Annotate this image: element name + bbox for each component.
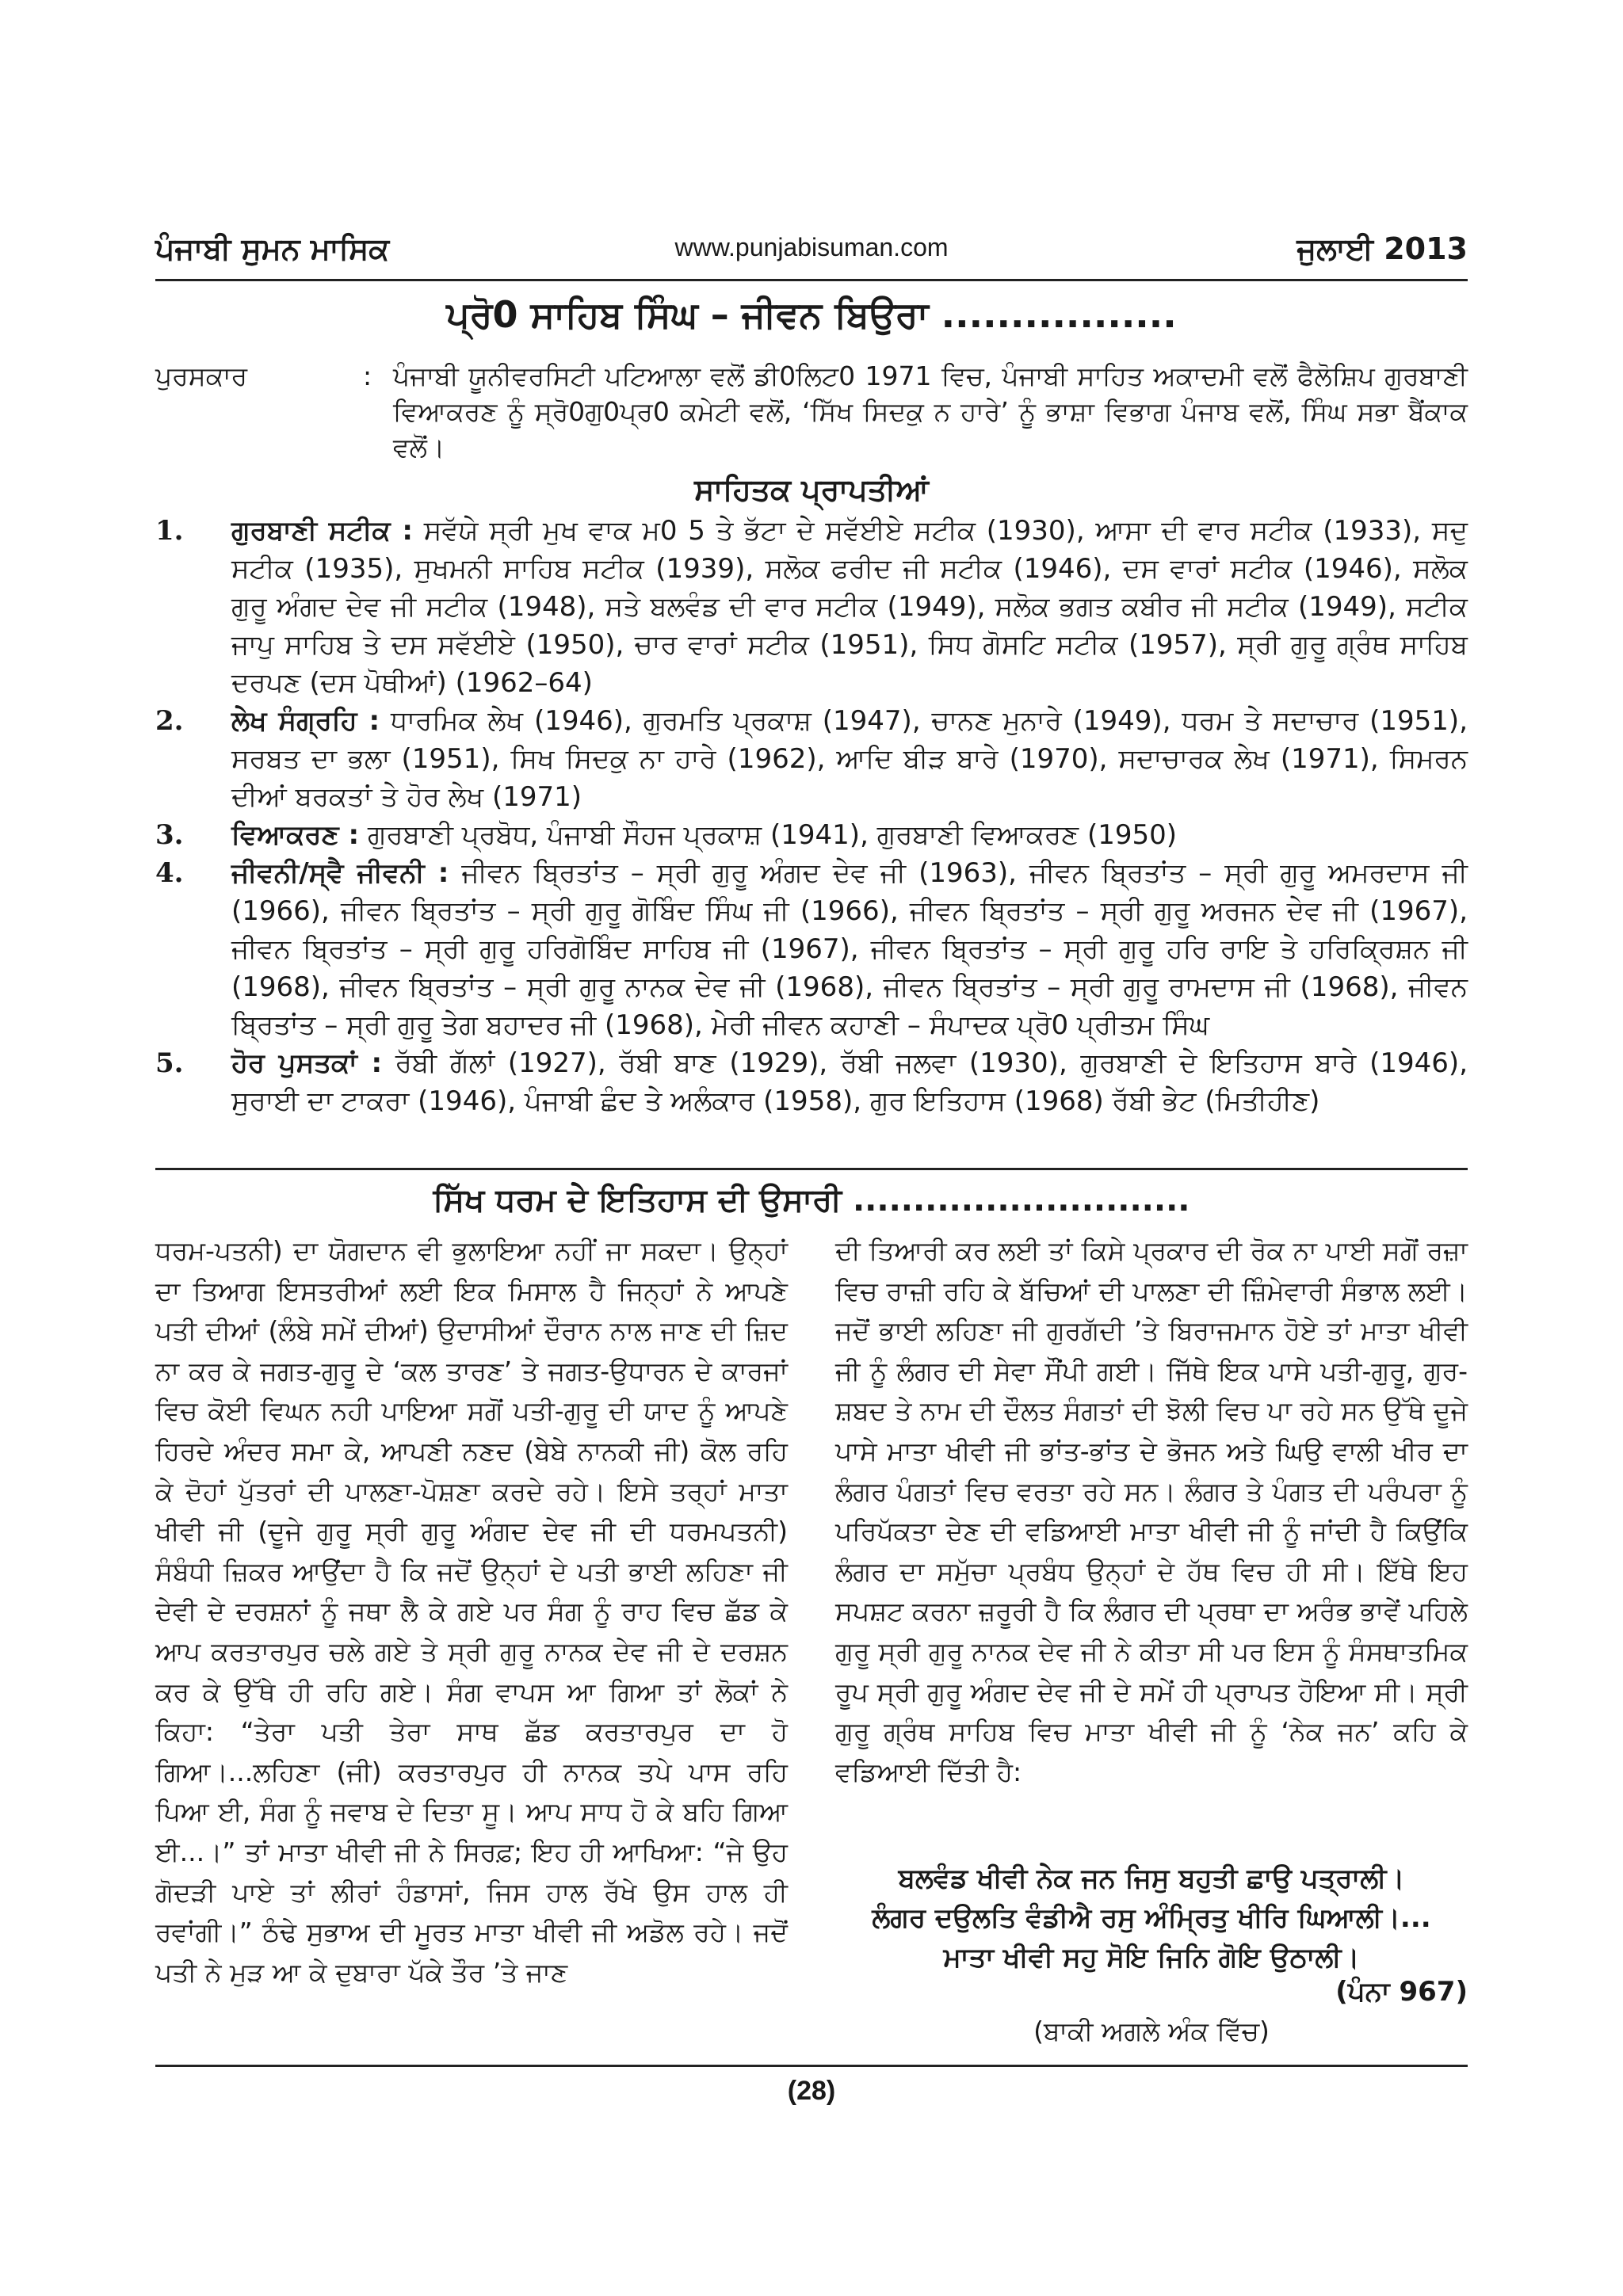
list-item-number: 4. [155, 857, 184, 889]
right-column-text: ਦੀ ਤਿਆਰੀ ਕਰ ਲਈ ਤਾਂ ਕਿਸੇ ਪ੍ਰਕਾਰ ਦੀ ਰੋਕ ਨਾ ਪਾਈ ਸਗੋਂ ਰਜ਼ਾ ਵਿਚ ਰਾਜ਼ੀ ਰਹਿ ਕੇ ਬੱਚਿਆਂ ਦੀ ਪਾਲਣਾ ਦੀ ਜ਼ਿੰਮੇਵਾਰੀ ਸੰਭਾਲ ਲਈ। ਜਦੋਂ ਭਾਈ ਲਹਿਣਾ ਜੀ ਗੁਰਗੱਦੀ ’ਤੇ ਬਿਰਾਜਮਾਨ ਹੋਏ ਤਾਂ ਮਾਤਾ ਖੀਵੀ ਜੀ ਨੂੰ ਲੰਗਰ ਦੀ ਸੇਵਾ ਸੌਂਪੀ ਗਈ। ਜਿੱਥੇ ਇਕ ਪਾਸੇ ਪਤੀ-ਗੁਰੂ, ਗੁਰ-ਸ਼ਬਦ ਤੇ ਨਾਮ ਦੀ ਦੌਲਤ ਸੰਗਤਾਂ ਦੀ ਝੋਲੀ ਵਿਚ ਪਾ ਰਹੇ ਸਨ ਉੱਥੇ ਦੂਜੇ ਪਾਸੇ ਮਾਤਾ ਖੀਵੀ ਜੀ ਭਾਂਤ-ਭਾਂਤ ਦੇ ਭੋਜਨ ਅਤੇ ਘਿਉ ਵਾਲੀ ਖੀਰ ਦਾ ਲੰਗਰ ਪੰਗਤਾਂ ਵਿਚ ਵਰਤਾ ਰਹੇ ਸਨ। ਲੰਗਰ ਤੇ ਪੰਗਤ ਦੀ ਪਰੰਪਰਾ ਨੂੰ ਪਰਿਪੱਕਤਾ ਦੇਣ ਦੀ ਵਡਿਆਈ ਮਾਤਾ ਖੀਵੀ ਜੀ ਨੂੰ ਜਾਂਦੀ ਹੈ ਕਿਉਂਕਿ ਲੰਗਰ ਦਾ ਸਮੁੱਚਾ ਪ੍ਰਬੰਧ ਉਨ੍ਹਾਂ ਦੇ ਹੱਥ ਵਿਚ ਹੀ ਸੀ। ਇੱਥੇ ਇਹ ਸਪਸ਼ਟ ਕਰਨਾ ਜ਼ਰੂਰੀ ਹੈ ਕਿ ਲੰਗਰ ਦੀ ਪ੍ਰਥਾ ਦਾ ਅਰੰਭ ਭਾਵੇਂ ਪਹਿਲੇ ਗੁਰੂ ਸ੍ਰੀ ਗੁਰੂ ਨਾਨਕ ਦੇਵ ਜੀ ਨੇ ਕੀਤਾ ਸੀ ਪਰ ਇਸ ਨੂੰ ਸੰਸਥਾਤਮਿਕ ਰੂਪ ਸ੍ਰੀ ਗੁਰੂ ਅੰਗਦ ਦੇਵ ਜੀ ਦੇ ਸਮੇਂ ਹੀ ਪ੍ਰਾਪਤ ਹੋਇਆ ਸੀ। ਸ੍ਰੀ ਗੁਰੂ ਗ੍ਰੰਥ ਸਾਹਿਬ ਵਿਚ ਮਾਤਾ ਖੀਵੀ ਜੀ ਨੂੰ ‘ਨੇਕ ਜਨ’ ਕਹਿ ਕੇ ਵਡਿਆਈ ਦਿੱਤੀ ਹੈ: [835, 1235, 1468, 1787]
list-item [155, 702, 1468, 816]
article-title-history: ਸਿੱਖ ਧਰਮ ਦੇ ਇਤਿਹਾਸ ਦੀ ਉਸਾਰੀ ............................ [433, 1182, 1190, 1219]
list-item-label: ਗੁਰਬਾਣੀ ਸਟੀਕ : [231, 515, 413, 547]
website-url: www.punjabisuman.com [674, 233, 949, 261]
list-item [155, 512, 1468, 702]
list-item-label: ਲੇਖ ਸੰਗ੍ਰਹਿ : [231, 705, 380, 737]
awards-label: ਪੁਰਸਕਾਰ [155, 360, 248, 391]
list-item [155, 854, 1468, 1044]
section-divider [155, 1168, 1468, 1170]
quote-line: ਬਲਵੰਡ ਖੀਵੀ ਨੇਕ ਜਨ ਜਿਸੁ ਬਹੁਤੀ ਛਾਉ ਪਤ੍ਰਾਲੀ। [898, 1863, 1405, 1894]
list-item-text: ਜੀਵਨ ਬ੍ਰਿਤਾਂਤ – ਸ੍ਰੀ ਗੁਰੂ ਅੰਗਦ ਦੇਵ ਜੀ (1963), ਜੀਵਨ ਬ੍ਰਿਤਾਂਤ – ਸ੍ਰੀ ਗੁਰੂ ਅਮਰਦਾਸ ਜੀ (1966), ਜੀਵਨ ਬ੍ਰਿਤਾਂਤ – ਸ੍ਰੀ ਗੁਰੂ ਗੋਬਿੰਦ ਸਿੰਘ ਜੀ (1966), ਜੀਵਨ ਬ੍ਰਿਤਾਂਤ – ਸ੍ਰੀ ਗੁਰੂ ਅਰਜਨ ਦੇਵ ਜੀ (1967), ਜੀਵਨ ਬ੍ਰਿਤਾਂਤ – ਸ੍ਰੀ ਗੁਰੂ ਹਰਿਗੋਬਿੰਦ ਸਾਹਿਬ ਜੀ (1967), ਜੀਵਨ ਬ੍ਰਿਤਾਂਤ – ਸ੍ਰੀ ਗੁਰੂ ਹਰਿ ਰਾਇ ਤੇ ਹਰਿਕ੍ਰਿਸ਼ਨ ਜੀ (1968), ਜੀਵਨ ਬ੍ਰਿਤਾਂਤ – ਸ੍ਰੀ ਗੁਰੂ ਨਾਨਕ ਦੇਵ ਜੀ (1968), ਜੀਵਨ ਬ੍ਰਿਤਾਂਤ – ਸ੍ਰੀ ਗੁਰੂ ਰਾਮਦਾਸ ਜੀ (1968), ਜੀਵਨ ਬ੍ਰਿਤਾਂਤ – ਸ੍ਰੀ ਗੁਰੂ ਤੇਗ ਬਹਾਦਰ ਜੀ (1968), ਮੇਰੀ ਜੀਵਨ ਕਹਾਣੀ – ਸੰਪਾਦਕ ਪ੍ਰੋ0 ਪ੍ਰੀਤਮ ਸਿੰਘ [231, 857, 1468, 1041]
list-item-text: ਧਾਰਮਿਕ ਲੇਖ (1946), ਗੁਰਮਤਿ ਪ੍ਰਕਾਸ਼ (1947), ਚਾਨਣ ਮੁਨਾਰੇ (1949), ਧਰਮ ਤੇ ਸਦਾਚਾਰ (1951), ਸਰਬਤ ਦਾ ਭਲਾ (1951), ਸਿਖ ਸਿਦਕੁ ਨਾ ਹਾਰੇ (1962), ਆਦਿ ਬੀੜ ਬਾਰੇ (1970), ਸਦਾਚਾਰਕ ਲੇਖ (1971), ਸਿਮਰਨ ਦੀਆਂ ਬਰਕਤਾਂ ਤੇ ਹੋਰ ਲੇਖ (1971) [231, 705, 1468, 813]
footer-divider [155, 2065, 1468, 2067]
quote-line: ਲੰਗਰ ਦਉਲਤਿ ਵੰਡੀਐ ਰਸੁ ਅੰਮ੍ਰਿਤੁ ਖੀਰਿ ਘਿਆਲੀ।... [872, 1902, 1431, 1934]
list-item-text: ਸਵੱਯੇ ਸ੍ਰੀ ਮੁਖ ਵਾਕ ਮ0 5 ਤੇ ਭੱਟਾ ਦੇ ਸਵੱਈਏ ਸਟੀਕ (1930), ਆਸਾ ਦੀ ਵਾਰ ਸਟੀਕ (1933), ਸਦੁ ਸਟੀਕ (1935), ਸੁਖਮਨੀ ਸਾਹਿਬ ਸਟੀਕ (1939), ਸਲੋਕ ਫਰੀਦ ਜੀ ਸਟੀਕ (1946), ਦਸ ਵਾਰਾਂ ਸਟੀਕ (1946), ਸਲੋਕ ਗੁਰੂ ਅੰਗਦ ਦੇਵ ਜੀ ਸਟੀਕ (1948), ਸਤੇ ਬਲਵੰਡ ਦੀ ਵਾਰ ਸਟੀਕ (1949), ਸਲੋਕ ਭਗਤ ਕਬੀਰ ਜੀ ਸਟੀਕ (1949), ਸਟੀਕ ਜਾਪੁ ਸਾਹਿਬ ਤੇ ਦਸ ਸਵੱਈਏ (1950), ਚਾਰ ਵਾਰਾਂ ਸਟੀਕ (1951), ਸਿਧ ਗੋਸਟਿ ਸਟੀਕ (1957), ਸ੍ਰੀ ਗੁਰੂ ਗ੍ਰੰਥ ਸਾਹਿਬ ਦਰਪਣ (ਦਸ ਪੋਥੀਆਂ) (1962–64) [231, 515, 1468, 699]
awards-colon: : [363, 360, 372, 391]
left-column [155, 1231, 788, 1993]
list-item-label: ਵਿਆਕਰਣ : [231, 819, 360, 851]
list-item-text: ਰੱਬੀ ਗੱਲਾਂ (1927), ਰੱਬੀ ਬਾਣ (1929), ਰੱਬੀ ਜਲਵਾ (1930), ਗੁਰਬਾਣੀ ਦੇ ਇਤਿਹਾਸ ਬਾਰੇ (1946), ਸੁਰਾਈ ਦਾ ਟਾਕਰਾ (1946), ਪੰਜਾਬੀ ਛੰਦ ਤੇ ਅਲੰਕਾਰ (1958), ਗੁਰ ਇਤਿਹਾਸ (1968) ਰੱਬੀ ਭੇਟ (ਮਿਤੀਹੀਣ) [231, 1047, 1468, 1117]
achievements-list [155, 512, 1468, 1120]
literary-achievements-heading: ਸਾਹਿਤਕ ਪ੍ਰਾਪਤੀਆਂ [694, 472, 929, 507]
issue-date: ਜੁਲਾਈ 2013 [1296, 231, 1468, 266]
article-title-biography: ਪ੍ਰੋ0 ਸਾਹਿਬ ਸਿੰਘ – ਜੀਵਨ ਬਿਉਰਾ ................. [446, 293, 1177, 336]
list-item-number: 2. [155, 705, 184, 737]
page-number: (28) [787, 2076, 836, 2106]
list-item [155, 816, 1468, 854]
header-divider [155, 279, 1468, 281]
magazine-name: ਪੰਜਾਬੀ ਸੁਮਨ ਮਾਸਿਕ [155, 231, 390, 266]
list-item-number: 1. [155, 515, 184, 547]
list-item-label: ਜੀਵਨੀ/ਸ੍ਵੈ ਜੀਵਨੀ : [231, 857, 449, 889]
right-column [835, 1231, 1468, 1792]
running-header [155, 231, 1468, 279]
awards-text: ਪੰਜਾਬੀ ਯੂਨੀਵਰਸਿਟੀ ਪਟਿਆਲਾ ਵਲੋਂ ਡੀ0ਲਿਟ0 1971 ਵਿਚ, ਪੰਜਾਬੀ ਸਾਹਿਤ ਅਕਾਦਮੀ ਵਲੋਂ ਫੈਲੋਸ਼ਿਪ ਗੁਰਬਾਣੀ ਵਿਆਕਰਣ ਨੂੰ ਸ੍ਰੋ0ਗੁ0ਪ੍ਰ0 ਕਮੇਟੀ ਵਲੋਂ, ‘ਸਿੱਖ ਸਿਦਕੁ ਨ ਹਾਰੇ’ ਨੂੰ ਭਾਸ਼ਾ ਵਿਭਾਗ ਪੰਜਾਬ ਵਲੋਂ, ਸਿੰਘ ਸਭਾ ਬੈਂਕਾਕ ਵਲੋਂ। [393, 360, 1468, 463]
list-item-number: 5. [155, 1047, 184, 1079]
list-item-label: ਹੋਰ ਪੁਸਤਕਾਂ : [231, 1047, 383, 1079]
list-item-number: 3. [155, 819, 184, 851]
scripture-quote [835, 1859, 1468, 1978]
scripture-reference: (ਪੰਨਾ 967) [1335, 1976, 1468, 2008]
list-item [155, 1044, 1468, 1120]
list-item-text: ਗੁਰਬਾਣੀ ਪ੍ਰਬੋਧ, ਪੰਜਾਬੀ ਸੌਹਜ ਪ੍ਰਕਾਸ਼ (1941), ਗੁਰਬਾਣੀ ਵਿਆਕਰਣ (1950) [359, 819, 1178, 851]
left-column-text: ਧਰਮ-ਪਤਨੀ) ਦਾ ਯੋਗਦਾਨ ਵੀ ਭੁਲਾਇਆ ਨਹੀਂ ਜਾ ਸਕਦਾ। ਉਨ੍ਹਾਂ ਦਾ ਤਿਆਗ ਇਸਤਰੀਆਂ ਲਈ ਇਕ ਮਿਸਾਲ ਹੈ ਜਿਨ੍ਹਾਂ ਨੇ ਆਪਣੇ ਪਤੀ ਦੀਆਂ (ਲੰਬੇ ਸਮੇਂ ਦੀਆਂ) ਉਦਾਸੀਆਂ ਦੌਰਾਨ ਨਾਲ ਜਾਣ ਦੀ ਜ਼ਿਦ ਨਾ ਕਰ ਕੇ ਜਗਤ-ਗੁਰੂ ਦੇ ‘ਕਲ ਤਾਰਣ’ ਤੇ ਜਗਤ-ਉਧਾਰਨ ਦੇ ਕਾਰਜਾਂ ਵਿਚ ਕੋਈ ਵਿਘਨ ਨਹੀ ਪਾਇਆ ਸਗੋਂ ਪਤੀ-ਗੁਰੂ ਦੀ ਯਾਦ ਨੂੰ ਆਪਣੇ ਹਿਰਦੇ ਅੰਦਰ ਸਮਾ ਕੇ, ਆਪਣੀ ਨਣਦ (ਬੇਬੇ ਨਾਨਕੀ ਜੀ) ਕੋਲ ਰਹਿ ਕੇ ਦੋਹਾਂ ਪੁੱਤਰਾਂ ਦੀ ਪਾਲਣਾ-ਪੋਸ਼ਣਾ ਕਰਦੇ ਰਹੇ। ਇਸੇ ਤਰ੍ਹਾਂ ਮਾਤਾ ਖੀਵੀ ਜੀ (ਦੂਜੇ ਗੁਰੂ ਸ੍ਰੀ ਗੁਰੂ ਅੰਗਦ ਦੇਵ ਜੀ ਦੀ ਧਰਮਪਤਨੀ) ਸੰਬੰਧੀ ਜ਼ਿਕਰ ਆਉਂਦਾ ਹੈ ਕਿ ਜਦੋਂ ਉਨ੍ਹਾਂ ਦੇ ਪਤੀ ਭਾਈ ਲਹਿਣਾ ਜੀ ਦੇਵੀ ਦੇ ਦਰਸ਼ਨਾਂ ਨੂੰ ਜਥਾ ਲੈ ਕੇ ਗਏ ਪਰ ਸੰਗ ਨੂੰ ਰਾਹ ਵਿਚ ਛੱਡ ਕੇ ਆਪ ਕਰਤਾਰਪੁਰ ਚਲੇ ਗਏ ਤੇ ਸ੍ਰੀ ਗੁਰੂ ਨਾਨਕ ਦੇਵ ਜੀ ਦੇ ਦਰਸ਼ਨ ਕਰ ਕੇ ਉੱਥੇ ਹੀ ਰਹਿ ਗਏ। ਸੰਗ ਵਾਪਸ ਆ ਗਿਆ ਤਾਂ ਲੋਕਾਂ ਨੇ ਕਿਹਾ: “ਤੇਰਾ ਪਤੀ ਤੇਰਾ ਸਾਥ ਛੱਡ ਕਰਤਾਰਪੁਰ ਦਾ ਹੋ ਗਿਆ।...ਲਹਿਣਾ (ਜੀ) ਕਰਤਾਰਪੁਰ ਹੀ ਨਾਨਕ ਤਪੇ ਪਾਸ ਰਹਿ ਪਿਆ ਈ, ਸੰਗ ਨੂੰ ਜਵਾਬ ਦੇ ਦਿਤਾ ਸੂ। ਆਪ ਸਾਧ ਹੋ ਕੇ ਬਹਿ ਗਿਆ ਈ...।” ਤਾਂ ਮਾਤਾ ਖੀਵੀ ਜੀ ਨੇ ਸਿਰਫ਼; ਇਹ ਹੀ ਆਖਿਆ: “ਜੇ ਉਹ ਗੋਦੜੀ ਪਾਏ ਤਾਂ ਲੀਰਾਂ ਹੰਡਾਸਾਂ, ਜਿਸ ਹਾਲ ਰੱਖੇ ਉਸ ਹਾਲ ਹੀ ਰਵਾਂਗੀ।” ਠੰਢੇ ਸੁਭਾਅ ਦੀ ਮੂਰਤ ਮਾਤਾ ਖੀਵੀ ਜੀ ਅਡੋਲ ਰਹੇ। ਜਦੋਂ ਪਤੀ ਨੇ ਮੁੜ ਆ ਕੇ ਦੁਬਾਰਾ ਪੱਕੇ ਤੌਰ ’ਤੇ ਜਾਣ [155, 1235, 788, 1988]
continued-note: (ਬਾਕੀ ਅਗਲੇ ਅੰਕ ਵਿੱਚ) [1033, 2016, 1270, 2046]
quote-line: ਮਾਤਾ ਖੀਵੀ ਸਹੁ ਸੋਇ ਜਿਨਿ ਗੋਇ ਉਠਾਲੀ। [943, 1942, 1360, 1974]
